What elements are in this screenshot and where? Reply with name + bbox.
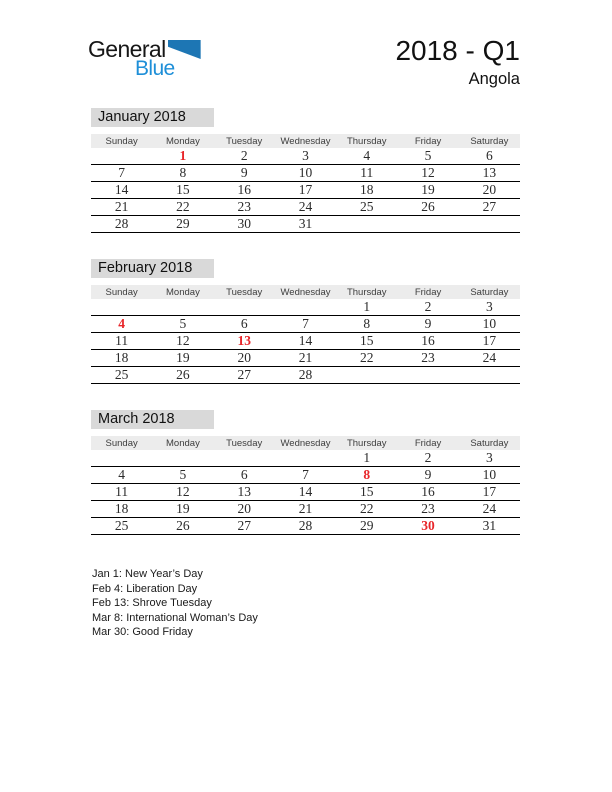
calendar-body <box>91 450 520 535</box>
calendar-body <box>91 148 520 233</box>
date-cell: 25 <box>91 367 152 384</box>
empty-date-cell <box>91 148 152 165</box>
holiday-note: Mar 8: International Woman’s Day <box>92 611 258 624</box>
general-blue-logo <box>88 38 201 79</box>
calendar-week-row <box>91 467 520 484</box>
empty-date-cell <box>152 299 213 316</box>
date-cell: 10 <box>459 467 520 484</box>
weekday-header-cell: Tuesday <box>214 134 275 148</box>
month-title: January 2018 <box>91 108 214 127</box>
quarter-title: 2018 - Q1 <box>395 35 520 66</box>
calendar-week-row <box>91 182 520 199</box>
months-container <box>91 108 520 561</box>
date-cell: 11 <box>336 165 397 182</box>
weekday-header-cell: Saturday <box>459 285 520 299</box>
date-cell: 2 <box>397 299 458 316</box>
calendar-body <box>91 299 520 384</box>
date-cell: 4 <box>91 467 152 484</box>
date-cell: 7 <box>275 316 336 333</box>
date-cell: 19 <box>397 182 458 199</box>
month-calendar <box>91 436 520 535</box>
date-cell: 31 <box>275 216 336 233</box>
date-cell: 25 <box>336 199 397 216</box>
date-cell: 4 <box>91 316 152 333</box>
date-cell: 28 <box>275 518 336 535</box>
calendar-week-row <box>91 148 520 165</box>
empty-date-cell <box>397 367 458 384</box>
date-cell: 8 <box>152 165 213 182</box>
date-cell: 11 <box>91 333 152 350</box>
month-section-2 <box>91 259 520 384</box>
date-cell: 1 <box>336 299 397 316</box>
date-cell: 9 <box>397 316 458 333</box>
date-cell: 14 <box>275 484 336 501</box>
calendar-week-row <box>91 484 520 501</box>
weekday-header-cell: Friday <box>397 285 458 299</box>
date-cell: 19 <box>152 501 213 518</box>
date-cell: 2 <box>397 450 458 467</box>
empty-date-cell <box>397 216 458 233</box>
empty-date-cell <box>275 450 336 467</box>
weekday-header-row-group <box>91 285 520 299</box>
date-cell: 17 <box>459 484 520 501</box>
date-cell: 27 <box>459 199 520 216</box>
weekday-header-cell: Monday <box>152 134 213 148</box>
weekday-header-row-group <box>91 134 520 148</box>
date-cell: 1 <box>336 450 397 467</box>
empty-date-cell <box>459 367 520 384</box>
date-cell: 16 <box>397 333 458 350</box>
date-cell: 19 <box>152 350 213 367</box>
weekday-header-cell: Friday <box>397 134 458 148</box>
region-name: Angola <box>468 70 520 88</box>
holiday-note: Jan 1: New Year’s Day <box>92 568 203 580</box>
month-section-1 <box>91 108 520 233</box>
empty-date-cell <box>275 299 336 316</box>
weekday-header-cell: Friday <box>397 436 458 450</box>
month-title: March 2018 <box>91 410 214 429</box>
date-cell: 3 <box>275 148 336 165</box>
weekday-header-cell: Monday <box>152 436 213 450</box>
weekday-header-row <box>91 134 520 148</box>
calendar-week-row <box>91 367 520 384</box>
weekday-header-cell: Saturday <box>459 134 520 148</box>
date-cell: 11 <box>91 484 152 501</box>
calendar-week-row <box>91 316 520 333</box>
empty-date-cell <box>336 367 397 384</box>
date-cell: 3 <box>459 450 520 467</box>
holiday-list <box>92 567 258 640</box>
weekday-header-cell: Monday <box>152 285 213 299</box>
month-calendar <box>91 285 520 384</box>
holiday-note: Feb 4: Liberation Day <box>92 582 198 595</box>
weekday-header-cell: Sunday <box>91 285 152 299</box>
weekday-header-row <box>91 285 520 299</box>
date-cell: 15 <box>336 333 397 350</box>
date-cell: 14 <box>275 333 336 350</box>
empty-date-cell <box>336 216 397 233</box>
date-cell: 5 <box>152 467 213 484</box>
date-cell: 16 <box>397 484 458 501</box>
date-cell: 22 <box>336 350 397 367</box>
date-cell: 23 <box>214 199 275 216</box>
date-cell: 5 <box>397 148 458 165</box>
date-cell: 21 <box>91 199 152 216</box>
date-cell: 25 <box>91 518 152 535</box>
date-cell: 12 <box>152 484 213 501</box>
month-title: February 2018 <box>91 259 214 278</box>
date-cell: 18 <box>91 350 152 367</box>
date-cell: 12 <box>397 165 458 182</box>
logo-text-general: General <box>88 36 166 62</box>
weekday-header-cell: Tuesday <box>214 436 275 450</box>
holiday-note: Feb 13: Shrove Tuesday <box>92 597 212 609</box>
weekday-header-row <box>91 436 520 450</box>
date-cell: 27 <box>214 518 275 535</box>
calendar-week-row <box>91 199 520 216</box>
weekday-header-cell: Thursday <box>336 436 397 450</box>
date-cell: 13 <box>214 484 275 501</box>
calendar-week-row <box>91 350 520 367</box>
calendar-week-row <box>91 333 520 350</box>
calendar-week-row <box>91 501 520 518</box>
date-cell: 22 <box>336 501 397 518</box>
date-cell: 24 <box>459 350 520 367</box>
date-cell: 6 <box>214 316 275 333</box>
date-cell: 26 <box>152 518 213 535</box>
date-cell: 8 <box>336 467 397 484</box>
date-cell: 31 <box>459 518 520 535</box>
date-cell: 17 <box>275 182 336 199</box>
date-cell: 3 <box>459 299 520 316</box>
empty-date-cell <box>214 299 275 316</box>
date-cell: 27 <box>214 367 275 384</box>
weekday-header-row-group <box>91 436 520 450</box>
weekday-header-cell: Thursday <box>336 285 397 299</box>
date-cell: 9 <box>397 467 458 484</box>
date-cell: 4 <box>336 148 397 165</box>
weekday-header-cell: Tuesday <box>214 285 275 299</box>
date-cell: 5 <box>152 316 213 333</box>
date-cell: 14 <box>91 182 152 199</box>
date-cell: 28 <box>275 367 336 384</box>
empty-date-cell <box>152 450 213 467</box>
date-cell: 29 <box>336 518 397 535</box>
weekday-header-cell: Wednesday <box>275 285 336 299</box>
logo-text-blue: Blue <box>135 57 175 80</box>
date-cell: 2 <box>214 148 275 165</box>
weekday-header-cell: Thursday <box>336 134 397 148</box>
calendar-week-row <box>91 299 520 316</box>
date-cell: 22 <box>152 199 213 216</box>
date-cell: 10 <box>275 165 336 182</box>
date-cell: 13 <box>459 165 520 182</box>
date-cell: 23 <box>397 501 458 518</box>
calendar-week-row <box>91 450 520 467</box>
date-cell: 8 <box>336 316 397 333</box>
date-cell: 28 <box>91 216 152 233</box>
date-cell: 15 <box>152 182 213 199</box>
calendar-week-row <box>91 216 520 233</box>
date-cell: 6 <box>214 467 275 484</box>
title-block <box>395 36 520 88</box>
weekday-header-cell: Saturday <box>459 436 520 450</box>
date-cell: 24 <box>275 199 336 216</box>
weekday-header-cell: Sunday <box>91 134 152 148</box>
date-cell: 7 <box>275 467 336 484</box>
date-cell: 20 <box>214 501 275 518</box>
date-cell: 16 <box>214 182 275 199</box>
empty-date-cell <box>91 299 152 316</box>
date-cell: 17 <box>459 333 520 350</box>
date-cell: 26 <box>152 367 213 384</box>
date-cell: 23 <box>397 350 458 367</box>
empty-date-cell <box>214 450 275 467</box>
calendar-week-row <box>91 165 520 182</box>
weekday-header-cell: Sunday <box>91 436 152 450</box>
date-cell: 20 <box>459 182 520 199</box>
month-section-3 <box>91 410 520 535</box>
date-cell: 7 <box>91 165 152 182</box>
date-cell: 29 <box>152 216 213 233</box>
date-cell: 26 <box>397 199 458 216</box>
date-cell: 30 <box>214 216 275 233</box>
date-cell: 20 <box>214 350 275 367</box>
date-cell: 21 <box>275 501 336 518</box>
date-cell: 18 <box>91 501 152 518</box>
weekday-header-cell: Wednesday <box>275 134 336 148</box>
empty-date-cell <box>91 450 152 467</box>
date-cell: 30 <box>397 518 458 535</box>
date-cell: 18 <box>336 182 397 199</box>
weekday-header-cell: Wednesday <box>275 436 336 450</box>
date-cell: 21 <box>275 350 336 367</box>
month-calendar <box>91 134 520 233</box>
date-cell: 1 <box>152 148 213 165</box>
empty-date-cell <box>459 216 520 233</box>
date-cell: 12 <box>152 333 213 350</box>
date-cell: 6 <box>459 148 520 165</box>
date-cell: 10 <box>459 316 520 333</box>
date-cell: 9 <box>214 165 275 182</box>
date-cell: 13 <box>214 333 275 350</box>
calendar-week-row <box>91 518 520 535</box>
date-cell: 24 <box>459 501 520 518</box>
date-cell: 15 <box>336 484 397 501</box>
holiday-note: Mar 30: Good Friday <box>92 626 193 638</box>
